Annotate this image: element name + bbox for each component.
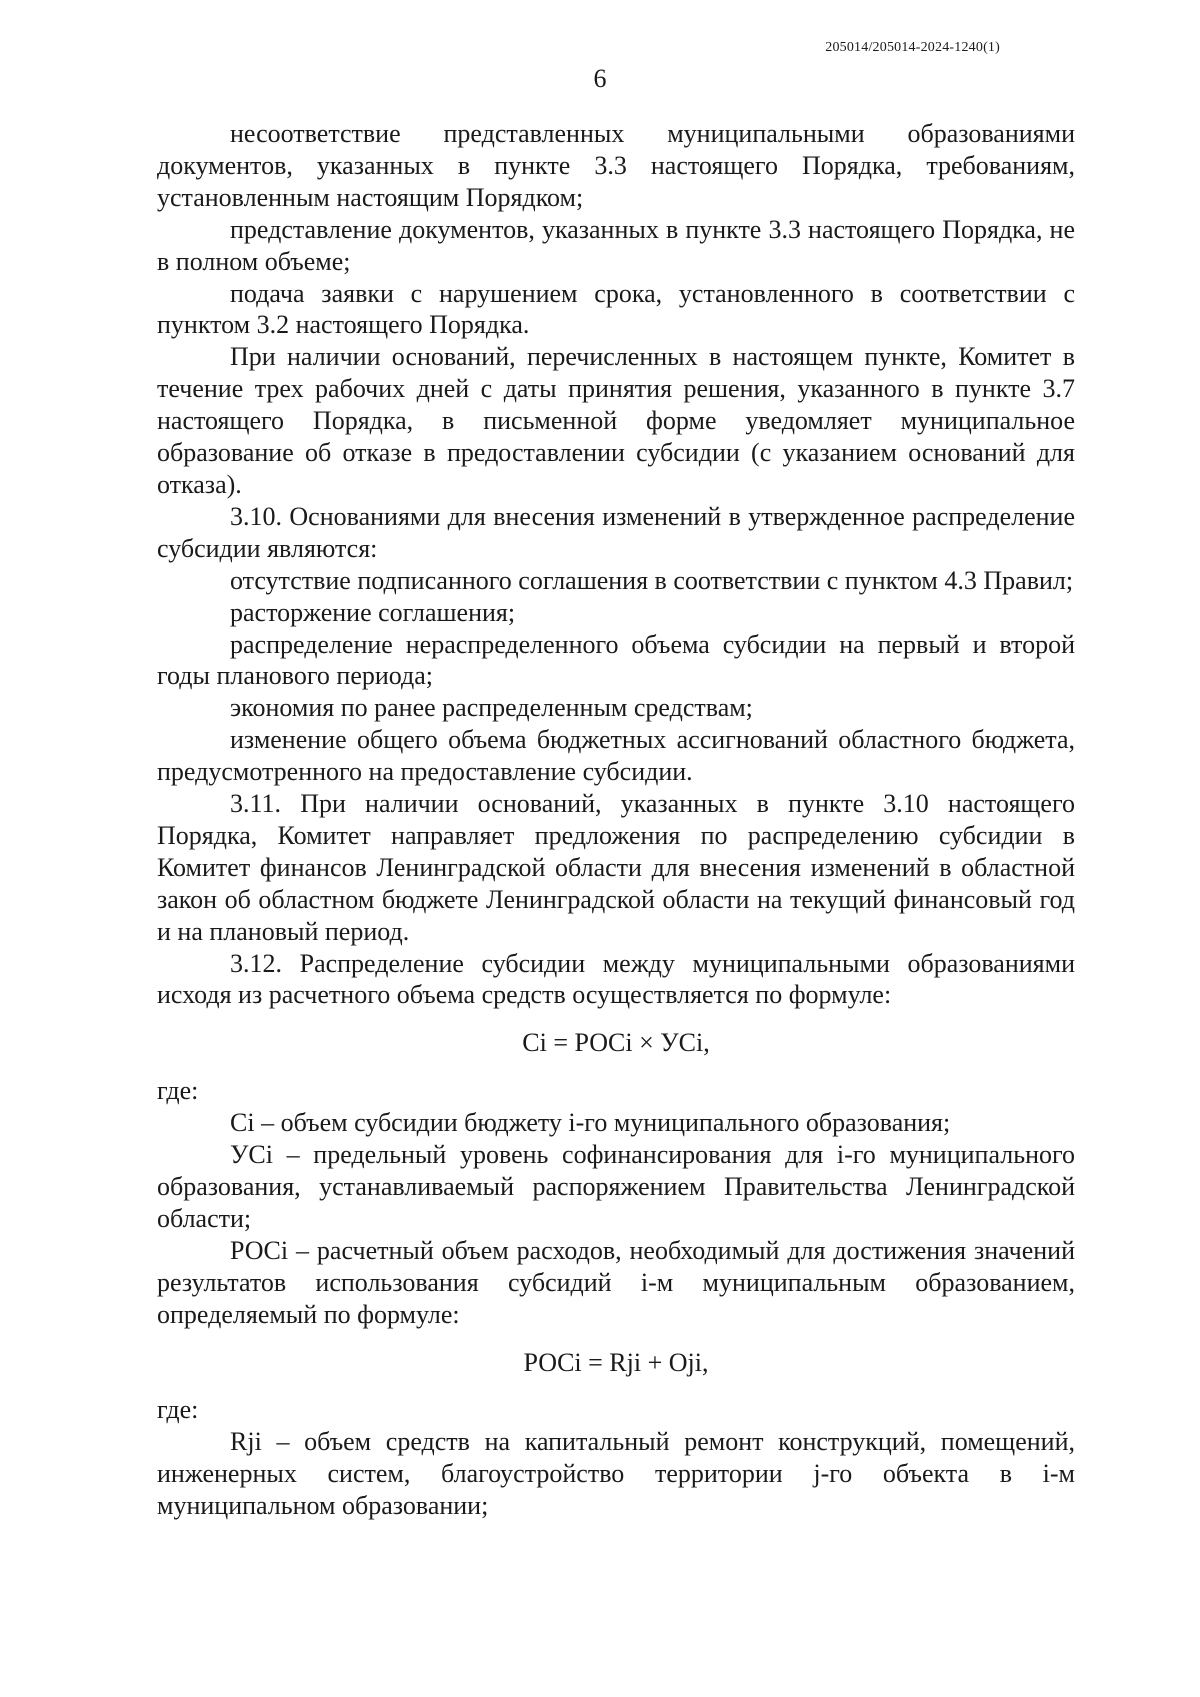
definition-ci: Ci – объем субсидии бюджету i-го муниципального образования; xyxy=(230,1108,951,1138)
paragraph: распределение нераспределенного объема субсидии на первый и второй годы планового периода; xyxy=(157,629,1075,691)
definition-uci: УCi – предельный уровень софинансирования для i-го муниципального образования, устанавливаемый распоряжением Правительства Ленинградской области; xyxy=(157,1140,1075,1233)
formula-subsidy: Ci = РОCi × УCi, xyxy=(522,1028,710,1058)
paragraph: несоответствие представленных муниципальными образованиями документов, указанных в пункте 3.3 настоящего Порядка, требованиям, установленным настоящим Порядком; xyxy=(157,119,1075,212)
paragraph: подача заявки с нарушением срока, установленного в соответствии с пунктом 3.2 настоящего Порядка. xyxy=(157,278,1075,340)
page-number: 6 xyxy=(593,64,607,93)
paragraph: экономия по ранее распределенным средствам; xyxy=(230,693,753,723)
definition-rji: Rji – объем средств на капитальный ремонт конструкций, помещений, инженерных систем, благоустройство территории j-го объекта в i-м муниципальном образовании; xyxy=(157,1427,1075,1521)
document-id: 205014/205014-2024-1240(1) xyxy=(825,40,1000,55)
where-label: где: xyxy=(157,1076,199,1106)
paragraph: изменение общего объема бюджетных ассигнований областного бюджета, предусмотренного на предоставление субсидии. xyxy=(157,725,1075,787)
where-label: где: xyxy=(157,1395,199,1425)
formula-roci: РОCi = Rji + Oji, xyxy=(523,1347,709,1377)
paragraph: При наличии оснований, перечисленных в настоящем пункте, Комитет в течение трех рабочих дней с даты принятия решения, указанного в пункте 3.7 настоящего Порядка, в письменной форме уведомляет муниципальное образование об отказе в предоставлении субсидии (с указанием оснований для отказа). xyxy=(157,342,1075,499)
paragraph: представление документов, указанных в пункте 3.3 настоящего Порядка, не в полном объеме; xyxy=(157,214,1075,276)
document-body xyxy=(157,118,1075,1522)
paragraph: расторжение соглашения; xyxy=(230,597,516,627)
paragraph: отсутствие подписанного соглашения в соответствии с пунктом 4.3 Правил; xyxy=(230,565,1074,595)
paragraph: 3.11. При наличии оснований, указанных в пункте 3.10 настоящего Порядка, Комитет направляет предложения по распределению субсидии в Комитет финансов Ленинградской области для внесения изменений в областной закон об областном бюджете Ленинградской области на текущий финансовый год и на плановый период. xyxy=(157,789,1075,946)
paragraph: 3.12. Распределение субсидии между муниципальными образованиями исходя из расчетного объема средств осуществляется по формуле: xyxy=(157,948,1075,1010)
paragraph: 3.10. Основаниями для внесения изменений в утвержденное распределение субсидии являются: xyxy=(157,501,1075,563)
definition-roci: РОCi – расчетный объем расходов, необходимый для достижения значений результатов использования субсидий i-м муниципальным образованием, определяемый по формуле: xyxy=(157,1235,1075,1329)
